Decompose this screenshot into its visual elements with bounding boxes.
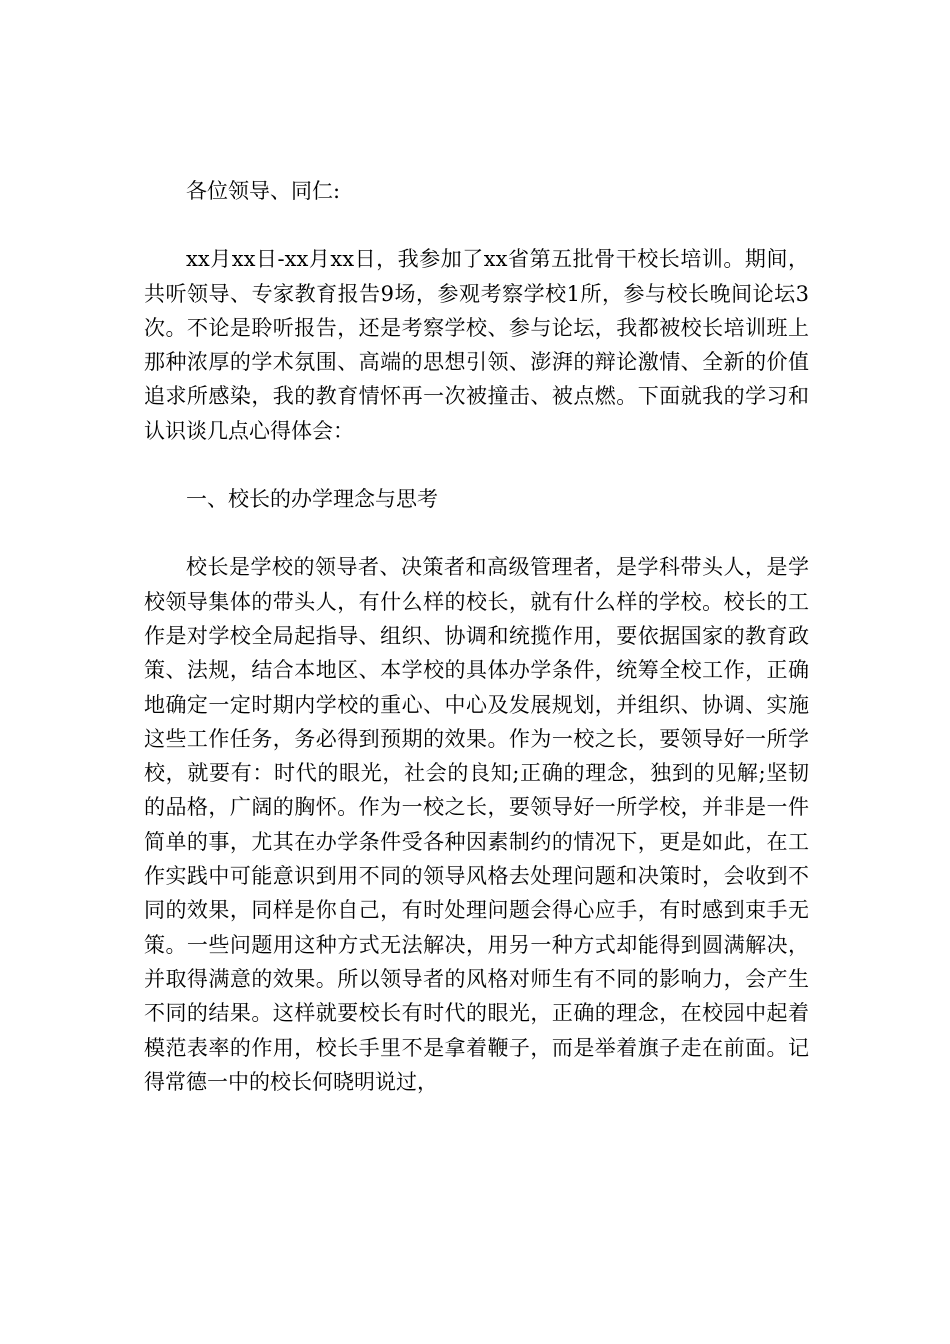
section-heading: 一、校长的办学理念与思考 bbox=[186, 487, 438, 512]
section-body-paragraph: 校长是学校的领导者、决策者和高级管理者，是学科带头人，是学校领导集体的带头人，有什么样的校长，就有什么样的学校。校长的工作是对学校全局起指导、组织、协调和统揽作用，要依据国家的教育政策、法规，结合本地区、本学校的具体办学条件，统筹全校工作，正确地确定一定时期内学校的重心、中心及发展规划，并组织、协调、实施这些工作任务，务必得到预期的效果。作为一校之长，要领导好一所学校，就要有：时代的眼光，社会的良知;正确的理念，独到的见解;坚韧的品格，广阔的胸怀。作为一校之长，要领导好一所学校，并非是一件简单的事，尤其在办学条件受各种因素制约的情况下，更是如此，在工作实践中可能意识到用不同的领导风格去处理问题和决策时，会收到不同的效果，同样是你自己，有时处理问题会得心应手，有时感到束手无策。一些问题用这种方式无法解决，用另一种方式却能得到圆满解决，并取得满意的效果。所以领导者的风格对师生有不同的影响力，会产生不同的结果。这样就要校长有时代的眼光，正确的理念，在校园中起着模范表率的作用，校长手里不是拿着鞭子，而是举着旗子走在前面。记得常德一中的校长何晓明说过， bbox=[144, 555, 809, 1094]
greeting: 各位领导、同仁: bbox=[186, 179, 341, 203]
intro-paragraph: xx月xx日-xx月xx日，我参加了xx省第五批骨干校长培训。期间，共听领导、专家教育报告9场，参观考察学校1所，参与校长晚间论坛3次。不论是聆听报告，还是考察学校、参与论坛，我都被校长培训班上那种浓厚的学术氛围、高端的思想引领、澎湃的辩论激情、全新的价值追求所感染，我的教育情怀再一次被撞击、被点燃。下面就我的学习和认识谈几点心得体会： bbox=[144, 247, 809, 443]
document-page bbox=[144, 174, 809, 1099]
